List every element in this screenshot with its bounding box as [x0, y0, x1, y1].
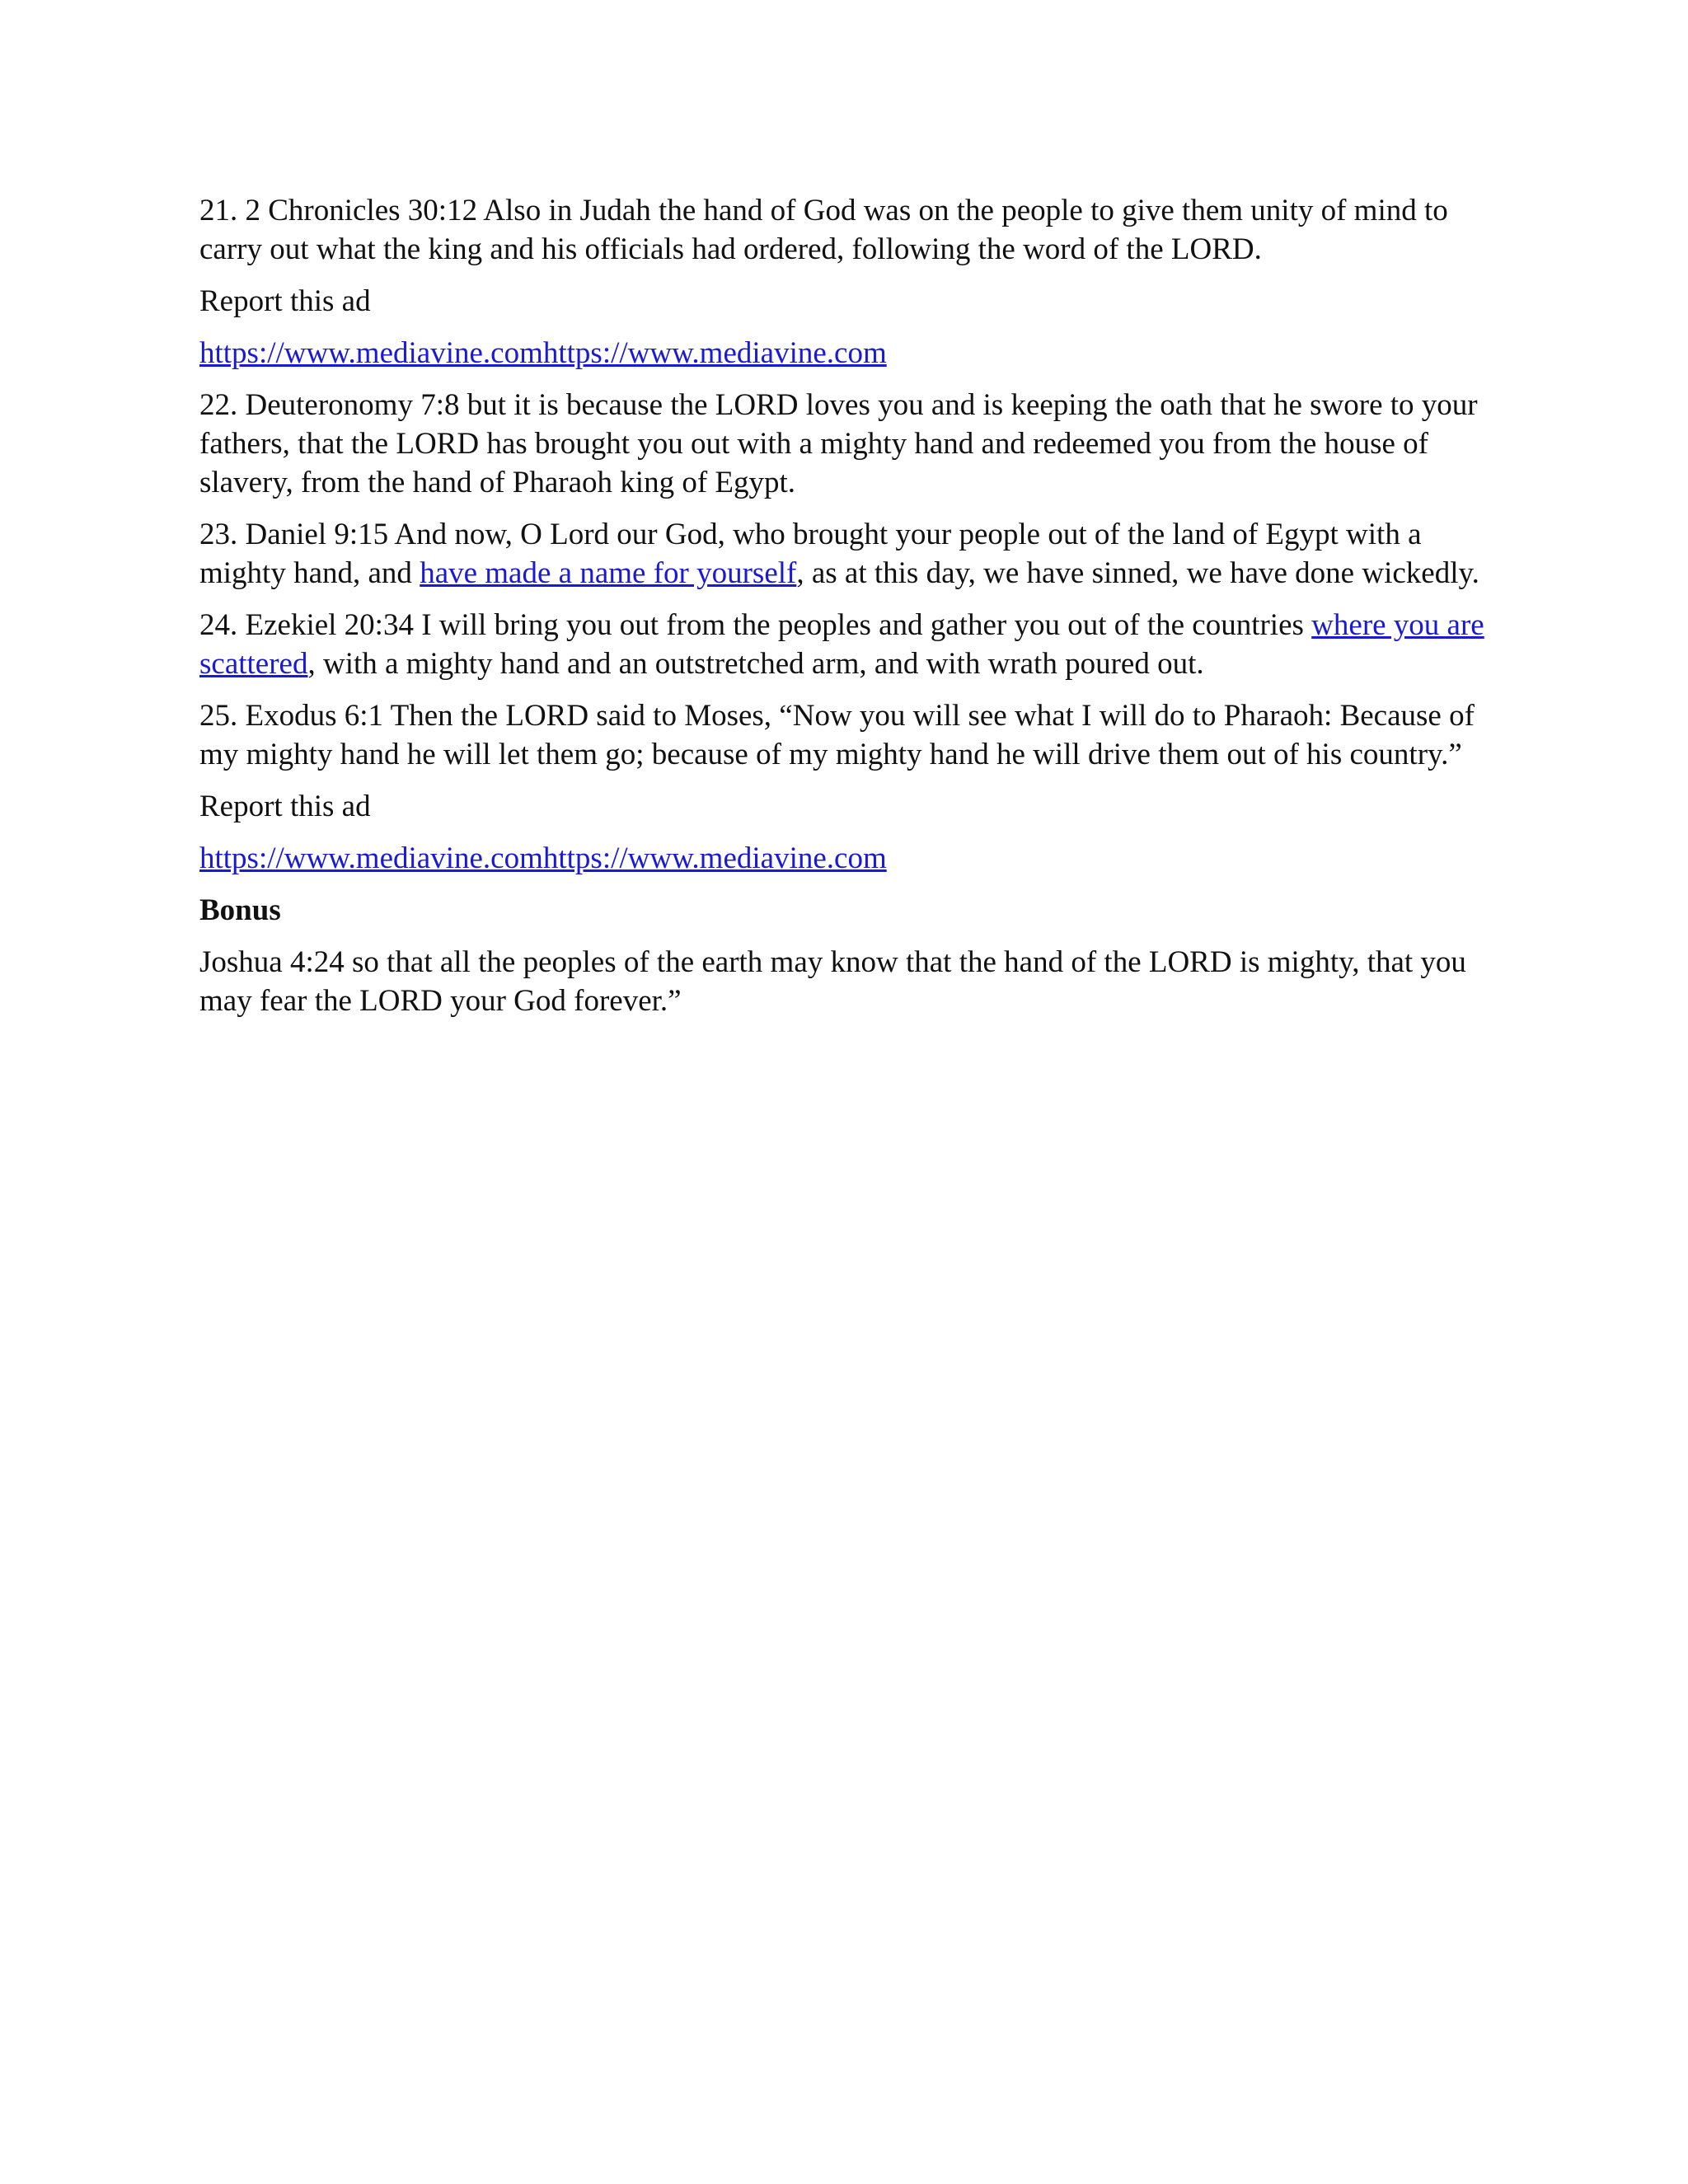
bonus-heading: Bonus — [199, 893, 281, 927]
ad-link[interactable]: https://www.mediavine.comhttps://www.mediavine.com — [199, 336, 887, 370]
report-ad-label[interactable]: Report this ad — [199, 284, 371, 318]
verse-24-text-start: 24. Ezekiel 20:34 I will bring you out from the peoples and gather you out of the countries — [199, 608, 1312, 642]
verse-22: 22. Deuteronomy 7:8 but it is because the LORD loves you and is keeping the oath that he swore to your fathers, that the LORD has brought you out with a mighty hand and redeemed you from the house of slavery, from the hand of Pharaoh king of Egypt. — [199, 388, 1478, 499]
verse-23-text-start: 23. Daniel 9:15 And now, O Lord our God, who brought your people out of the land of Egypt with a mighty hand, and — [199, 518, 1422, 590]
ad-link-paragraph — [199, 334, 1493, 373]
bonus-verse: Joshua 4:24 so that all the peoples of the earth may know that the hand of the LORD is mighty, that you may fear the LORD your God forever.” — [199, 945, 1466, 1018]
document-body — [199, 191, 1493, 1033]
verse-23 — [199, 515, 1493, 593]
verse-23-link[interactable]: have made a name for yourself — [420, 556, 797, 590]
report-ad-label-2[interactable]: Report this ad — [199, 790, 371, 823]
verse-23-text-end: , as at this day, we have sinned, we have done wickedly. — [796, 556, 1479, 590]
verse-24-text-end: , with a mighty hand and an outstretched arm, and with wrath poured out. — [307, 647, 1204, 681]
verse-24-link[interactable]: where you are scattered — [199, 608, 1484, 681]
verse-25: 25. Exodus 6:1 Then the LORD said to Moses, “Now you will see what I will do to Pharaoh: Because of my mighty hand he will let them go; because of my mighty hand he will drive them out of his country.” — [199, 699, 1475, 771]
ad-link-paragraph-2 — [199, 839, 1493, 878]
verse-21: 21. 2 Chronicles 30:12 Also in Judah the hand of God was on the people to give them unity of mind to carry out what the king and his officials had ordered, following the word of the LORD. — [199, 194, 1448, 266]
ad-link-2[interactable]: https://www.mediavine.comhttps://www.mediavine.com — [199, 841, 887, 875]
verse-24 — [199, 606, 1493, 683]
